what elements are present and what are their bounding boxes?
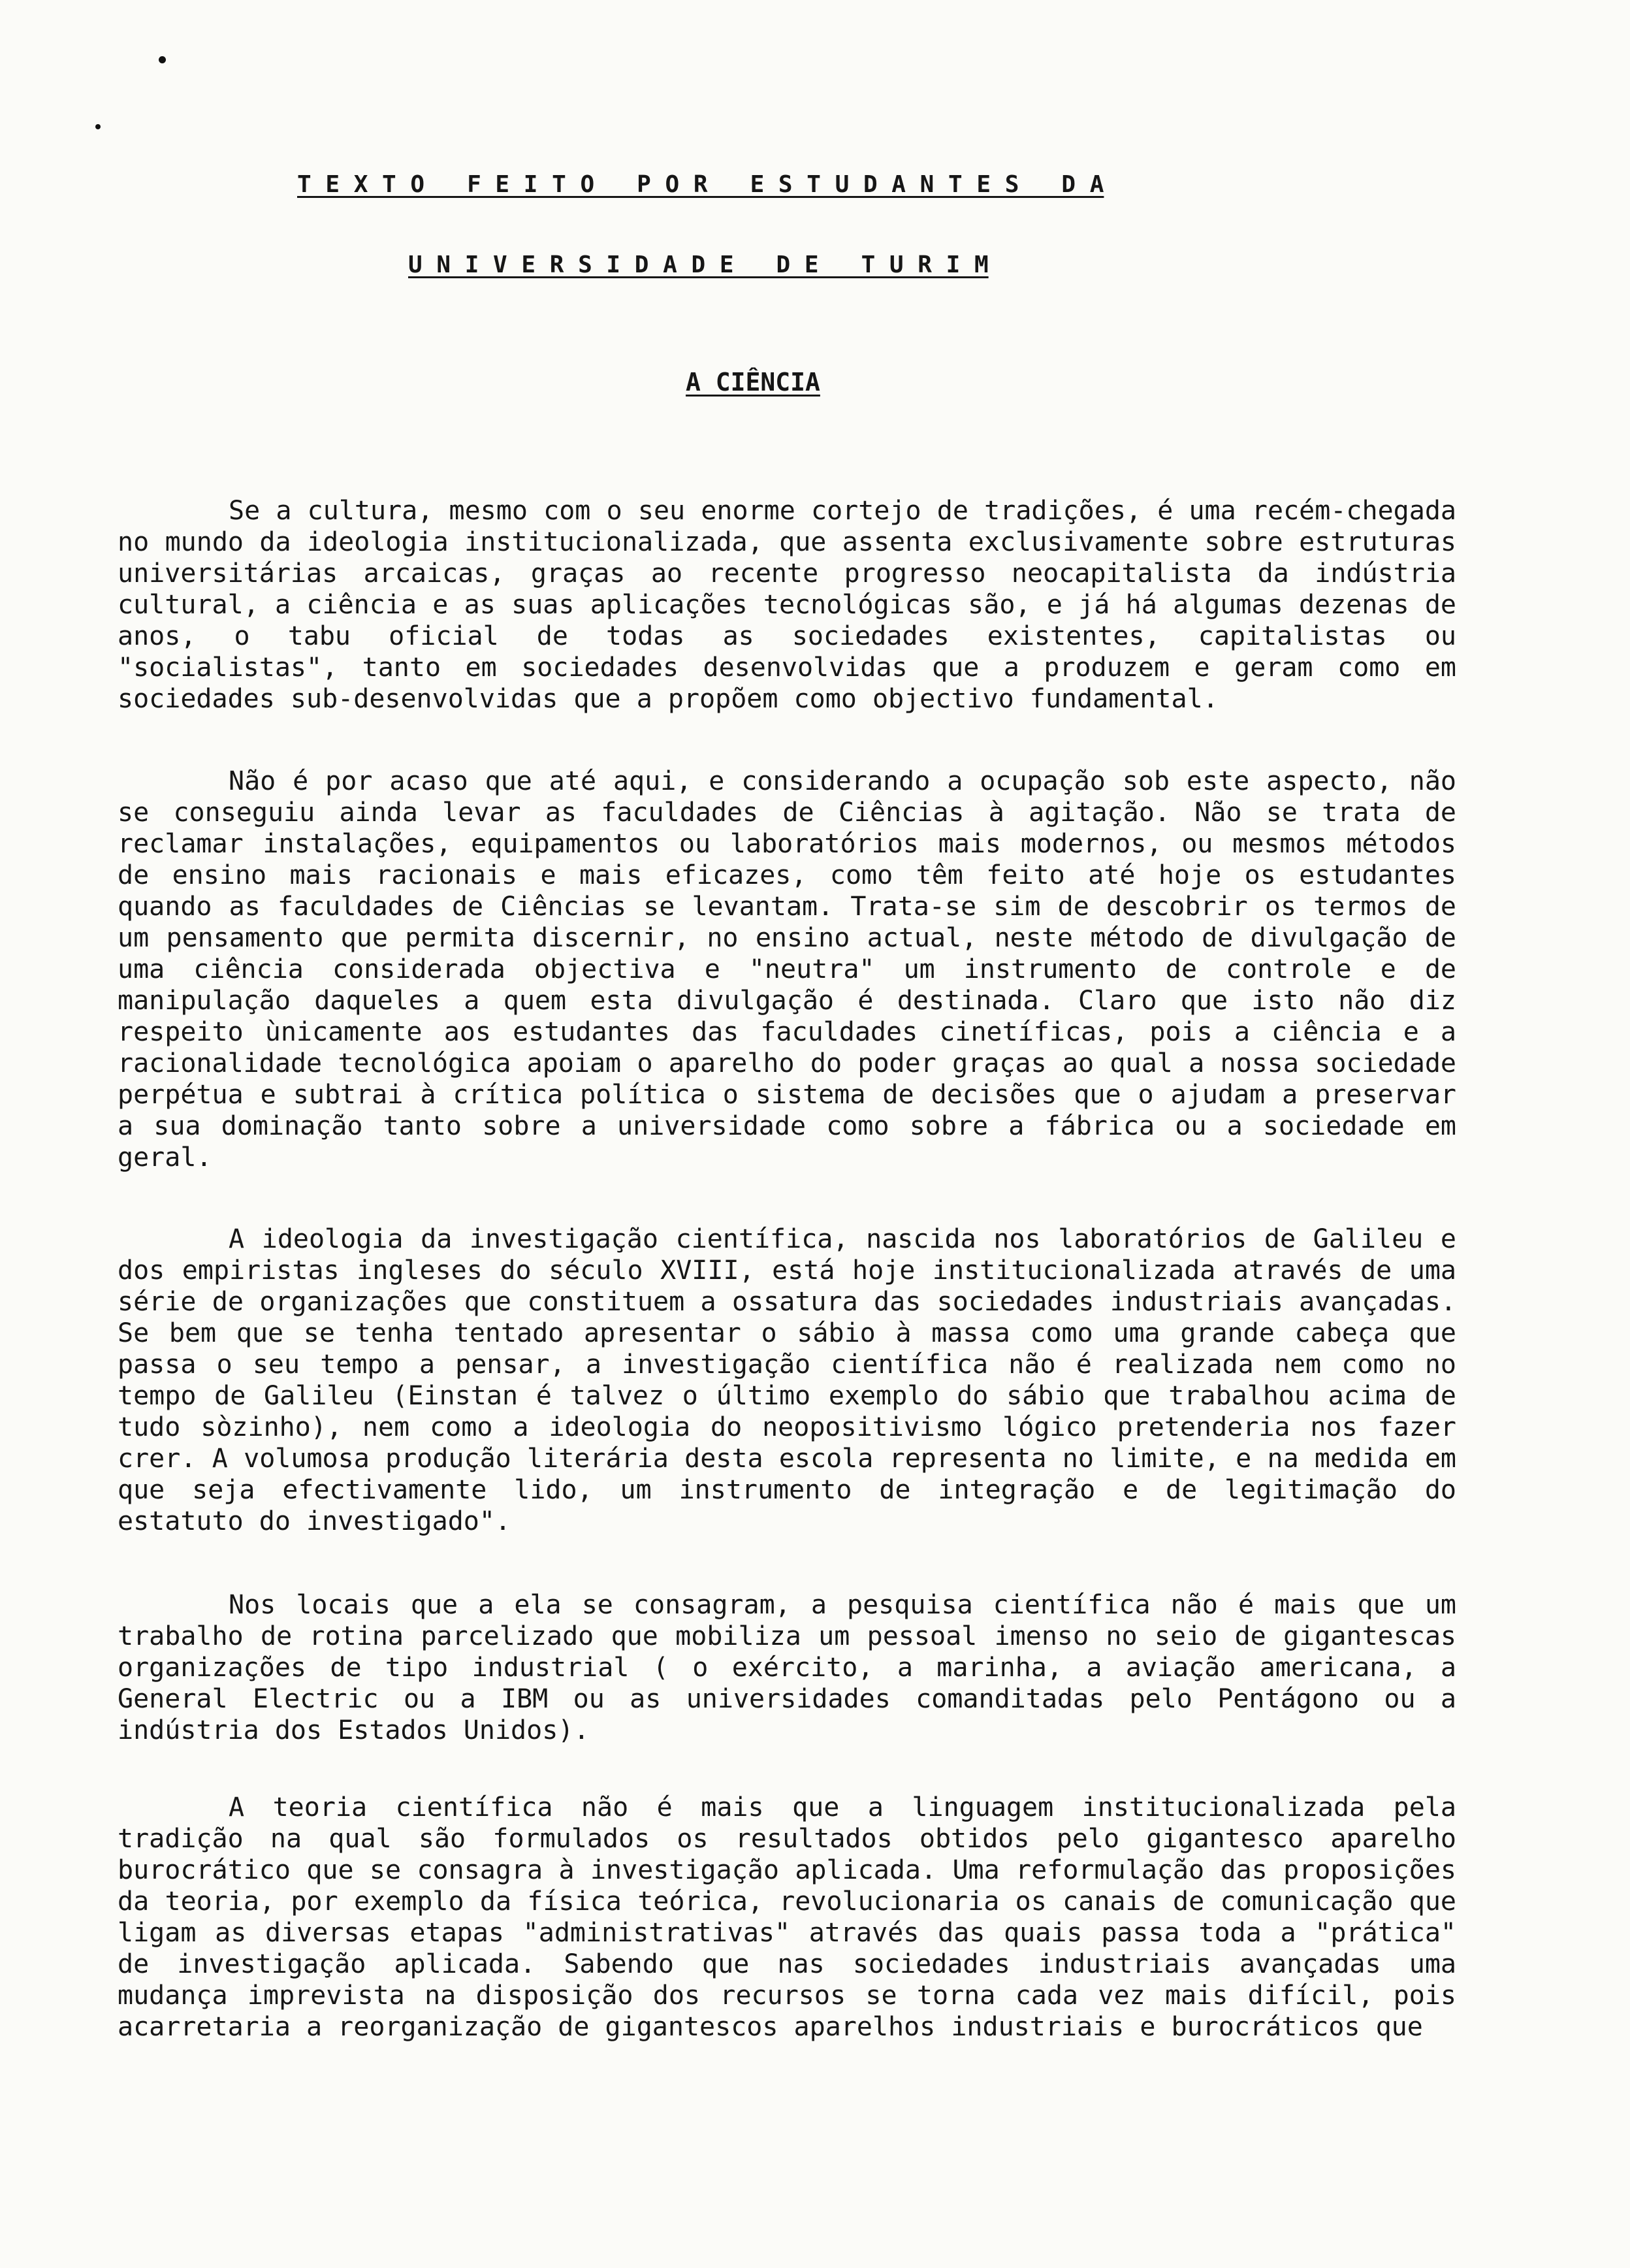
body-paragraph-5: A teoria científica não é mais que a linguagem institucionalizada pela tradição na qual são formulados os resultados obtidos pelo gigantesco aparelho burocrático que se consagra à investigação aplicada. Uma reformulação das proposições da teoria, por exemplo da física teórica, revolucionaria os canais de comunicação que ligam as diversas etapas "administrativas" através das quais passa toda a "prática" de investigação aplicada. Sabendo que nas sociedades industriais avançadas uma mudança imprevista na disposição dos recursos se torna cada vez mais difícil, pois acarretaria a reorganização de gigantescos aparelhos industriais e burocráticos que xyxy=(118,1792,1456,2042)
document-title-line-2: U N I V E R S I D A D E D E T U R I M xyxy=(408,251,989,278)
body-paragraph-3: A ideologia da investigação científica, nascida nos laboratórios de Galileu e dos empiristas ingleses do século XVIII, está hoje institucionalizada através de uma série de organizações que constituem a ossatura das sociedades industriais avançadas. Se bem que se tenha tentado apresentar o sábio à massa como uma grande cabeça que passa o seu tempo a pensar, a investigação científica não é realizada nem como no tempo de Galileu (Einstan é talvez o último exemplo do sábio que trabalhou acima de tudo sòzinho), nem como a ideologia do neopositivismo lógico pretenderia nos fazer crer. A volumosa produção literária desta escola representa no limite, e na medida em que seja efectivamente lido, um instrumento de integração e de legitimação do estatuto do investigado". xyxy=(118,1224,1456,1536)
body-paragraph-4: Nos locais que a ela se consagram, a pesquisa científica não é mais que um trabalho de rotina parcelizado que mobiliza um pessoal imenso no seio de gigantescas organizações de tipo industrial ( o exército, a marinha, a aviação americana, a General Electric ou a IBM ou as universidades comanditadas pelo Pentágono ou a indústria dos Estados Unidos). xyxy=(118,1590,1456,1745)
ink-speck xyxy=(95,124,101,129)
body-paragraph-2: Não é por acaso que até aqui, e considerando a ocupação sob este aspecto, não se conseguiu ainda levar as faculdades de Ciências à agitação. Não se trata de reclamar instalações, equipamentos ou laboratórios mais modernos, ou mesmos métodos de ensino mais racionais e mais eficazes, como têm feito até hoje os estudantes quando as faculdades de Ciências se levantam. Trata-se sim de descobrir os termos de um pensamento que permita discernir, no ensino actual, neste método de divulgação de uma ciência considerada objectiva e "neutra" um instrumento de controle e de manipulação daqueles a quem esta divulgação é destinada. Claro que isto não diz respeito ùnicamente aos estudantes das faculdades cinetíficas, pois a ciência e a racionalidade tecnológica apoiam o aparelho do poder graças ao qual a nossa sociedade perpétua e subtrai à crítica política o sistema de decisões que o ajudam a preservar a sua dominação tanto sobre a universidade como sobre a fábrica ou a sociedade em geral. xyxy=(118,766,1456,1173)
document-title-line-1: T E X T O F E I T O P O R E S T U D A N T E S D A xyxy=(297,171,1104,198)
body-paragraph-1: Se a cultura, mesmo com o seu enorme cortejo de tradições, é uma recém-chegada no mundo da ideologia institucionalizada, que assenta exclusivamente sobre estruturas universitárias arcaicas, graças ao recente progresso neocapitalista da indústria cultural, a ciência e as suas aplicações tecnológicas são, e já há algumas dezenas de anos, o tabu oficial de todas as sociedades existentes, capitalistas ou "socialistas", tanto em sociedades desenvolvidas que a produzem e geram como em sociedades sub-desenvolvidas que a propõem como objectivo fundamental. xyxy=(118,496,1456,714)
section-heading: A CIÊNCIA xyxy=(686,368,820,397)
ink-speck xyxy=(159,56,166,63)
